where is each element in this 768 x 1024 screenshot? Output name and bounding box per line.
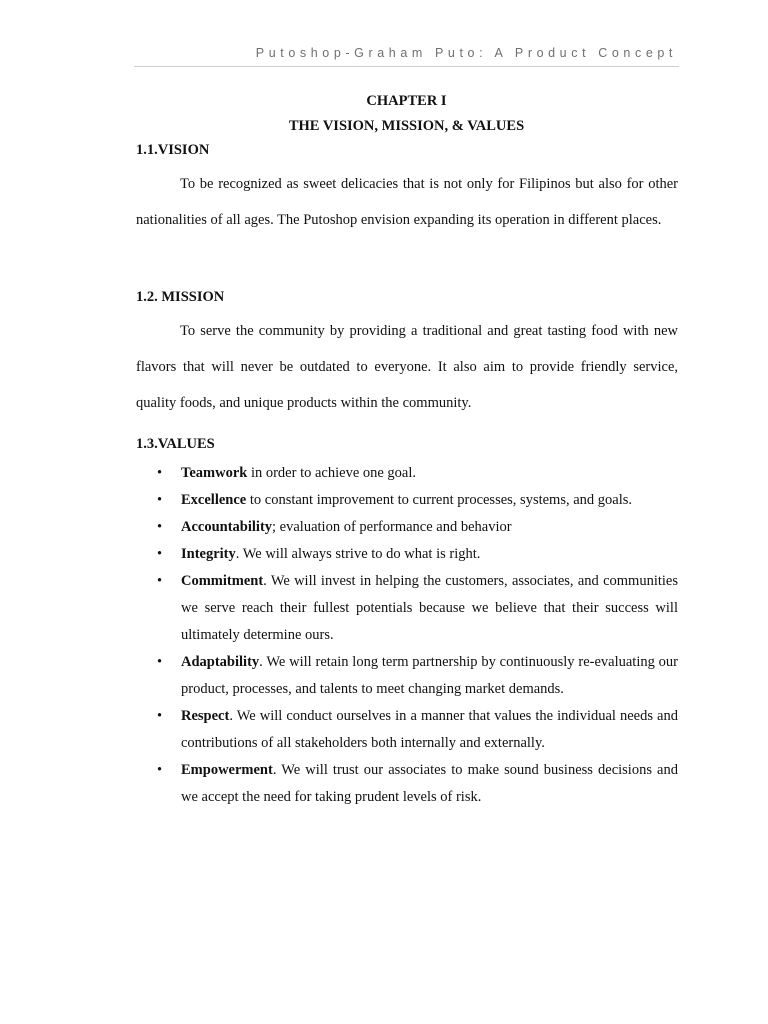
value-item-empowerment bbox=[136, 757, 678, 811]
bullet-icon: • bbox=[157, 573, 163, 589]
bullet-icon: • bbox=[157, 465, 163, 481]
value-term: Integrity bbox=[181, 546, 236, 562]
chapter-number: CHAPTER I bbox=[366, 93, 447, 109]
bullet-icon: • bbox=[157, 654, 163, 670]
value-desc: . We will invest in helping the customers, associates, and communities we serve reach their fullest potentials because we believe that their success will ultimately determine ours. bbox=[181, 573, 678, 643]
bullet-icon: • bbox=[157, 708, 163, 724]
value-desc: . We will retain long term partnership by continuously re-evaluating our product, processes, and talents to meet changing market demands. bbox=[181, 654, 678, 697]
mission-heading: 1.2. MISSION bbox=[136, 289, 225, 305]
value-item-excellence bbox=[136, 487, 678, 514]
value-item-teamwork bbox=[136, 460, 678, 487]
value-term: Empowerment bbox=[181, 762, 273, 778]
vision-heading: 1.1.VISION bbox=[136, 142, 210, 158]
header-rule bbox=[134, 66, 679, 67]
value-term: Accountability bbox=[181, 519, 273, 535]
value-desc: ; evaluation of performance and behavior bbox=[272, 519, 512, 535]
bullet-icon: • bbox=[157, 546, 163, 562]
mission-paragraph: To serve the community by providing a traditional and great tasting food with new flavors that will never be outdated to everyone. It also aim to provide friendly service, quality foods, and unique products within the community. bbox=[136, 323, 678, 411]
value-item-commitment bbox=[136, 568, 678, 649]
value-desc: to constant improvement to current processes, systems, and goals. bbox=[246, 492, 633, 508]
running-header: Putoshop-Graham Puto: A Product Concept bbox=[255, 46, 677, 60]
value-term: Excellence bbox=[181, 492, 247, 508]
value-term: Adaptability bbox=[181, 654, 260, 670]
value-term: Respect bbox=[181, 708, 230, 724]
value-desc: . We will conduct ourselves in a manner that values the individual needs and contributions of all stakeholders both internally and externally. bbox=[181, 708, 678, 751]
value-desc: . We will trust our associates to make sound business decisions and we accept the need for taking prudent levels of risk. bbox=[181, 762, 678, 805]
value-desc: . We will always strive to do what is right. bbox=[235, 546, 481, 562]
values-list bbox=[136, 460, 678, 811]
bullet-icon: • bbox=[157, 519, 163, 535]
vision-paragraph: To be recognized as sweet delicacies that is not only for Filipinos but also for other nationalities of all ages. The Putoshop envision expanding its operation in different places. bbox=[136, 176, 678, 228]
values-heading: 1.3.VALUES bbox=[136, 436, 215, 452]
value-item-respect bbox=[136, 703, 678, 757]
value-item-accountability bbox=[136, 514, 678, 541]
bullet-icon: • bbox=[157, 492, 163, 508]
chapter-title: THE VISION, MISSION, & VALUES bbox=[288, 118, 525, 134]
value-term: Commitment bbox=[181, 573, 264, 589]
value-item-integrity bbox=[136, 541, 678, 568]
value-term: Teamwork bbox=[181, 465, 248, 481]
bullet-icon: • bbox=[157, 762, 163, 778]
value-desc: in order to achieve one goal. bbox=[247, 465, 417, 481]
value-item-adaptability bbox=[136, 649, 678, 703]
